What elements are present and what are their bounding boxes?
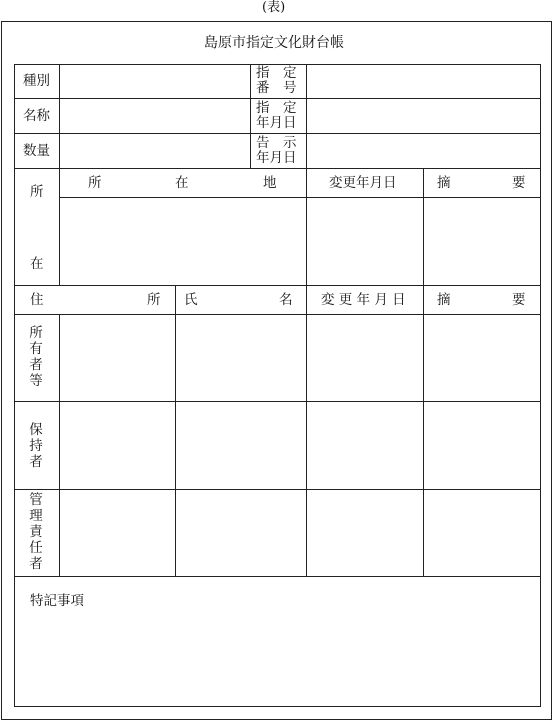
table-line bbox=[14, 576, 541, 577]
owner-summary-cell[interactable] bbox=[424, 315, 540, 401]
holder-change-date-cell[interactable] bbox=[307, 402, 423, 489]
table-line bbox=[540, 64, 541, 706]
manager-address-cell[interactable] bbox=[60, 490, 175, 576]
holder-name-cell[interactable] bbox=[176, 402, 306, 489]
form-title: 島原市指定文化財台帳 bbox=[204, 35, 344, 51]
type-label: 種別 bbox=[23, 73, 50, 89]
notice-date-value-cell[interactable] bbox=[307, 134, 540, 168]
manager-summary-cell[interactable] bbox=[424, 490, 540, 576]
holder-row-label: 保持者 bbox=[29, 422, 43, 470]
location-section-label-top: 所 bbox=[30, 184, 44, 200]
location-change-date-cell[interactable] bbox=[307, 198, 423, 285]
location-column-header-3: 地 bbox=[263, 175, 277, 191]
location-summary-header-2: 要 bbox=[512, 175, 526, 191]
location-change-date-header: 変更年月日 bbox=[329, 175, 397, 191]
notice-date-label-bottom: 年月日 bbox=[256, 150, 297, 166]
table-line bbox=[14, 285, 541, 286]
owner-address-cell[interactable] bbox=[60, 315, 175, 401]
table-line bbox=[14, 706, 541, 707]
notice-date-label-top: 告 示 bbox=[256, 135, 297, 151]
manager-row-label: 管理責任者 bbox=[29, 492, 43, 572]
type-value-cell[interactable] bbox=[60, 65, 249, 98]
holder-address-cell[interactable] bbox=[60, 402, 175, 489]
table-line bbox=[14, 168, 541, 169]
name-label: 名称 bbox=[23, 108, 50, 124]
designation-number-label-bottom: 番 号 bbox=[256, 80, 297, 96]
remarks-label: 特記事項 bbox=[30, 593, 84, 609]
owner-change-date-cell[interactable] bbox=[307, 315, 423, 401]
owners-change-date-header: 変 更 年 月 日 bbox=[321, 292, 406, 308]
owner-name-cell[interactable] bbox=[176, 315, 306, 401]
location-summary-cell[interactable] bbox=[424, 198, 540, 285]
manager-name-cell[interactable] bbox=[176, 490, 306, 576]
owners-name-header-1: 氏 bbox=[184, 292, 198, 308]
designation-date-label-top: 指 定 bbox=[256, 100, 297, 116]
manager-change-date-cell[interactable] bbox=[307, 490, 423, 576]
owners-address-header-2: 所 bbox=[147, 292, 161, 308]
location-column-header-1: 所 bbox=[88, 175, 102, 191]
quantity-value-cell[interactable] bbox=[60, 134, 249, 168]
owners-summary-header-2: 要 bbox=[512, 292, 526, 308]
location-summary-header-1: 摘 bbox=[437, 175, 451, 191]
owners-address-header-1: 住 bbox=[30, 292, 44, 308]
table-line bbox=[14, 64, 15, 706]
location-value-cell[interactable] bbox=[60, 198, 306, 285]
designation-number-label-top: 指 定 bbox=[256, 65, 297, 81]
owners-name-header-2: 名 bbox=[279, 292, 293, 308]
location-section-label-bottom: 在 bbox=[30, 256, 44, 272]
table-line bbox=[250, 64, 251, 168]
owners-summary-header-1: 摘 bbox=[437, 292, 451, 308]
quantity-label: 数量 bbox=[23, 143, 50, 159]
designation-date-value-cell[interactable] bbox=[307, 99, 540, 133]
designation-number-value-cell[interactable] bbox=[307, 65, 540, 98]
holder-summary-cell[interactable] bbox=[424, 402, 540, 489]
location-column-header-2: 在 bbox=[175, 175, 189, 191]
owner-row-label: 所有者等 bbox=[29, 325, 43, 389]
remarks-cell[interactable] bbox=[15, 611, 540, 706]
table-caption: (表) bbox=[262, 0, 286, 15]
name-value-cell[interactable] bbox=[60, 99, 249, 133]
designation-date-label-bottom: 年月日 bbox=[256, 115, 297, 131]
